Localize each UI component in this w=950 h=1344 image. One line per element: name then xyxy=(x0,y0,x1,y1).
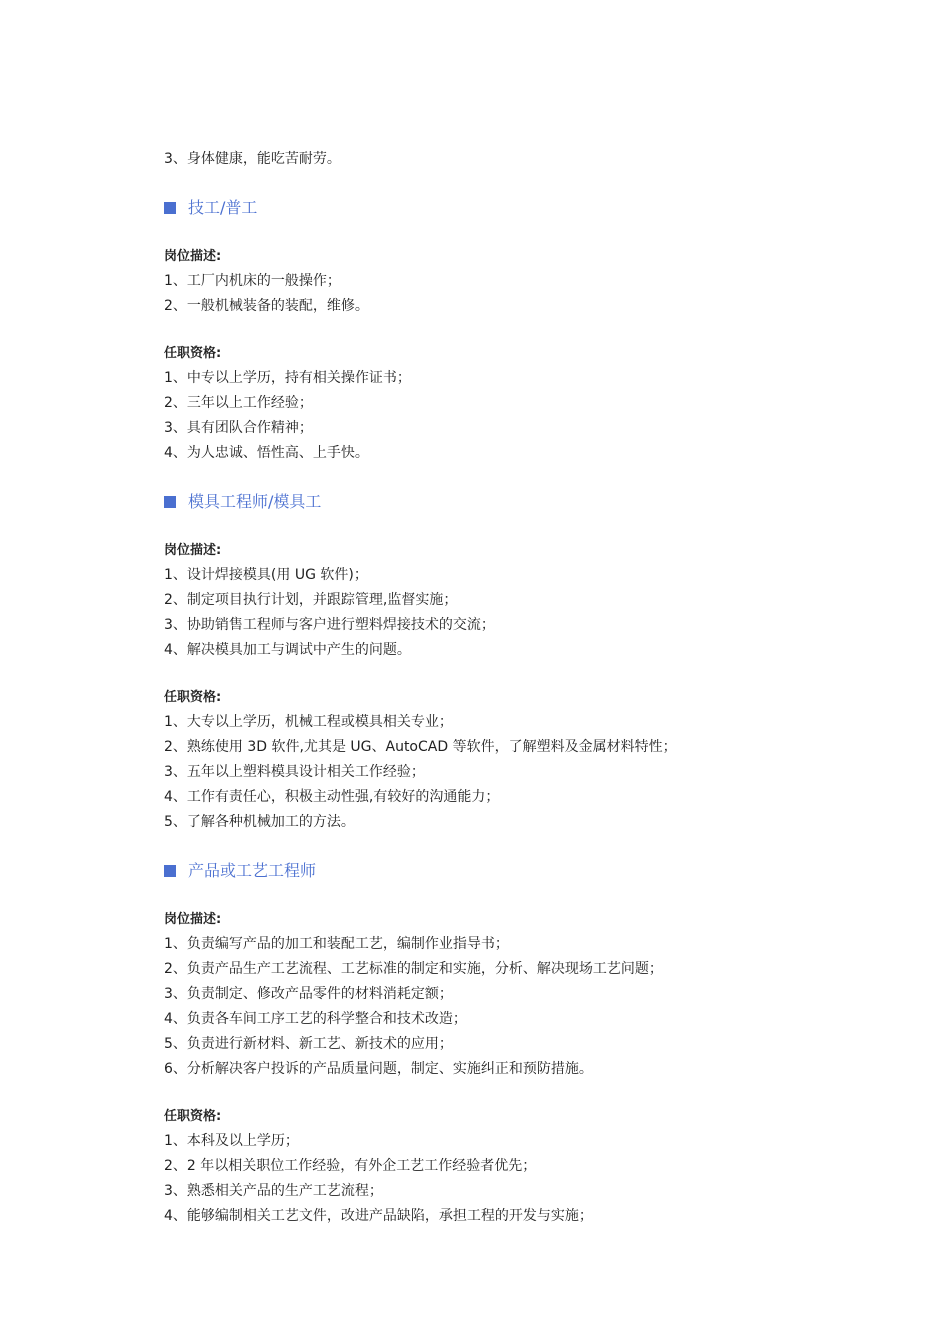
section-mold-engineer xyxy=(164,490,804,835)
desc-item: 1、设计焊接模具(用 UG 软件)； xyxy=(164,567,368,583)
desc-item: 2、制定项目执行计划，并跟踪管理,监督实施； xyxy=(164,592,458,608)
desc-item: 2、一般机械装备的装配，维修。 xyxy=(164,298,369,314)
req-item: 3、五年以上塑料模具设计相关工作经验； xyxy=(164,764,425,780)
req-item: 1、中专以上学历，持有相关操作证书； xyxy=(164,370,411,386)
req-label: 任职资格: xyxy=(164,690,222,705)
req-item: 1、大专以上学历，机械工程或模具相关专业； xyxy=(164,714,453,730)
square-bullet-icon xyxy=(164,865,176,877)
section-title: 模具工程师/模具工 xyxy=(188,492,322,511)
req-item: 4、能够编制相关工艺文件，改进产品缺陷，承担工程的开发与实施； xyxy=(164,1208,593,1224)
desc-item: 3、协助销售工程师与客户进行塑料焊接技术的交流； xyxy=(164,617,495,633)
req-label: 任职资格: xyxy=(164,1109,222,1124)
section-title: 产品或工艺工程师 xyxy=(188,861,317,880)
intro-line: 3、身体健康，能吃苦耐劳。 xyxy=(164,151,341,167)
req-item: 4、为人忠诚、悟性高、上手快。 xyxy=(164,445,369,461)
desc-item: 5、负责进行新材料、新工艺、新技术的应用； xyxy=(164,1036,453,1052)
desc-label: 岗位描述: xyxy=(164,249,222,264)
document-page xyxy=(164,147,804,1229)
desc-label: 岗位描述: xyxy=(164,543,222,558)
req-item: 2、三年以上工作经验； xyxy=(164,395,313,411)
desc-item: 3、负责制定、修改产品零件的材料消耗定额； xyxy=(164,986,453,1002)
desc-item: 1、负责编写产品的加工和装配工艺，编制作业指导书； xyxy=(164,936,509,952)
desc-item: 2、负责产品生产工艺流程、工艺标准的制定和实施，分析、解决现场工艺问题； xyxy=(164,961,663,977)
req-item: 2、2 年以相关职位工作经验，有外企工艺工作经验者优先； xyxy=(164,1158,537,1174)
req-item: 2、熟练使用 3D 软件,尤其是 UG、AutoCAD 等软件，了解塑料及金属材料特性； xyxy=(164,739,677,755)
desc-item: 4、负责各车间工序工艺的科学整合和技术改造； xyxy=(164,1011,467,1027)
req-item: 1、本科及以上学历； xyxy=(164,1133,299,1149)
req-label: 任职资格: xyxy=(164,346,222,361)
req-item: 3、具有团队合作精神； xyxy=(164,420,313,436)
desc-item: 1、工厂内机床的一般操作； xyxy=(164,273,341,289)
desc-item: 6、分析解决客户投诉的产品质量问题，制定、实施纠正和预防措施。 xyxy=(164,1061,593,1077)
square-bullet-icon xyxy=(164,202,176,214)
section-heading xyxy=(164,196,804,220)
desc-label: 岗位描述: xyxy=(164,912,222,927)
section-heading xyxy=(164,490,804,514)
req-item: 3、熟悉相关产品的生产工艺流程； xyxy=(164,1183,383,1199)
section-technician xyxy=(164,196,804,466)
square-bullet-icon xyxy=(164,496,176,508)
desc-item: 4、解决模具加工与调试中产生的问题。 xyxy=(164,642,411,658)
section-process-engineer xyxy=(164,859,804,1229)
section-heading xyxy=(164,859,804,883)
section-title: 技工/普工 xyxy=(188,198,258,217)
req-item: 4、工作有责任心，积极主动性强,有较好的沟通能力； xyxy=(164,789,500,805)
req-item: 5、了解各种机械加工的方法。 xyxy=(164,814,355,830)
